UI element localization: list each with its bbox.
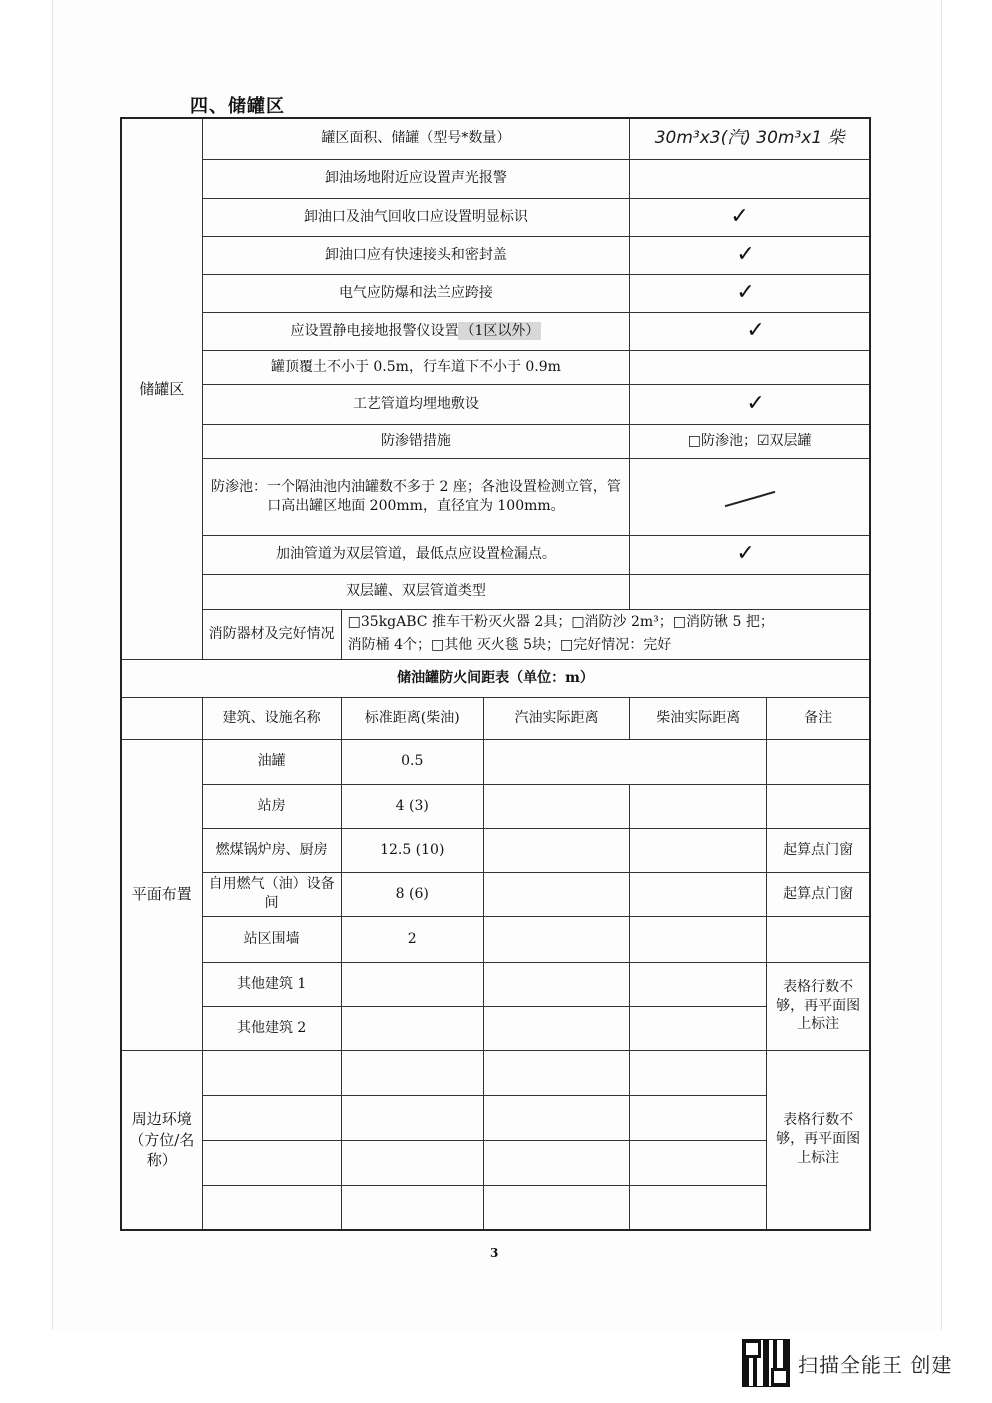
check-mark-icon: ✓	[746, 390, 765, 416]
surroundings-row	[121, 1140, 870, 1185]
row-note: 起算点门窗	[767, 872, 870, 916]
storage-tank-form	[120, 117, 871, 1231]
header-standard: 标准距离(柴油)	[341, 697, 483, 739]
highlight-zone-note: （1区以外）	[460, 322, 540, 339]
storage-item: 卸油口及油气回收口应设置明显标识	[202, 198, 630, 236]
row-name: 自用燃气（油）设备间	[202, 872, 341, 916]
surroundings-cell	[483, 1095, 629, 1140]
row-diesel	[630, 962, 767, 1006]
storage-value	[630, 159, 870, 198]
storage-item: 卸油场地附近应设置声光报警	[202, 159, 630, 198]
row-note: 起算点门窗	[767, 828, 870, 872]
storage-item-text: 应设置静电接地报警仪设置	[290, 322, 459, 339]
row-standard: 12.5 (10)	[341, 828, 483, 872]
surroundings-cell	[341, 1140, 483, 1185]
surroundings-cell	[202, 1185, 341, 1230]
check-mark-icon: ✓	[730, 203, 749, 229]
surroundings-cell	[341, 1050, 483, 1095]
storage-value	[630, 236, 870, 274]
storage-value	[630, 274, 870, 312]
row-name: 油罐	[202, 739, 341, 784]
layout-group-label: 平面布置	[121, 739, 202, 1050]
header-gasoline: 汽油实际距离	[483, 697, 629, 739]
surroundings-row	[121, 1095, 870, 1140]
row-standard: 2	[341, 916, 483, 962]
storage-value	[630, 312, 870, 350]
surroundings-cell	[630, 1050, 767, 1095]
fire-equipment-line: □35kgABC 推车干粉灭火器 2具；□消防沙 2m³；□消防锹 5 把；	[347, 613, 774, 630]
table-row	[121, 916, 870, 962]
storage-row	[121, 159, 870, 198]
row-gasoline	[483, 962, 629, 1006]
table-row	[121, 872, 870, 916]
surroundings-cell	[202, 1050, 341, 1095]
table-row	[121, 828, 870, 872]
row-name: 站房	[202, 784, 341, 828]
scanner-watermark	[742, 1340, 952, 1386]
row-standard: 0.5	[341, 739, 483, 784]
table-row	[121, 962, 870, 1006]
storage-row	[121, 198, 870, 236]
storage-row	[121, 274, 870, 312]
storage-item: 防渗池：一个隔油池内油罐数不多于 2 座；各池设置检测立管，管口高出罐区地面 200mm，直径宜为 100mm。	[202, 458, 630, 535]
surroundings-label: 周边环境（方位/名称）	[121, 1050, 202, 1230]
row-diesel	[630, 872, 767, 916]
distance-header-row	[121, 697, 870, 739]
table-row	[121, 784, 870, 828]
surroundings-cell	[483, 1050, 629, 1095]
qr-code-icon	[742, 1339, 790, 1387]
storage-item: 防渗错措施	[202, 424, 630, 458]
surroundings-cell	[341, 1095, 483, 1140]
surroundings-cell	[341, 1185, 483, 1230]
storage-value	[630, 384, 870, 424]
storage-value	[630, 535, 870, 574]
storage-row	[121, 384, 870, 424]
storage-value	[630, 458, 870, 535]
row-gasoline	[483, 784, 629, 828]
header-name: 建筑、设施名称	[202, 697, 341, 739]
row-diesel	[630, 916, 767, 962]
storage-item	[202, 312, 630, 350]
table-row	[121, 739, 870, 784]
storage-item: 双层罐、双层管道类型	[202, 574, 630, 609]
row-actual	[483, 739, 766, 784]
row-name: 其他建筑 2	[202, 1006, 341, 1050]
row-name: 站区围墙	[202, 916, 341, 962]
distance-table-title: 储油罐防火间距表（单位：m）	[121, 659, 870, 697]
storage-row	[121, 118, 870, 159]
watermark-text: 扫描全能王 创建	[798, 1352, 953, 1377]
row-name: 其他建筑 1	[202, 962, 341, 1006]
row-name: 燃煤锅炉房、厨房	[202, 828, 341, 872]
storage-value	[630, 198, 870, 236]
row-note	[767, 739, 870, 784]
fire-equipment-row	[121, 609, 870, 659]
row-note	[767, 784, 870, 828]
header-note: 备注	[767, 697, 870, 739]
storage-item: 罐顶覆土不小于 0.5m，行车道下不小于 0.9m	[202, 350, 630, 384]
row-standard: 4 (3)	[341, 784, 483, 828]
surroundings-cell	[202, 1095, 341, 1140]
storage-row	[121, 574, 870, 609]
fire-equipment-content	[341, 609, 870, 659]
storage-value	[630, 574, 870, 609]
fire-equipment-line: 消防桶 4个；□其他 灭火毯 5块；□完好情况：完好	[347, 637, 672, 653]
row-gasoline	[483, 1006, 629, 1050]
storage-item: 电气应防爆和法兰应跨接	[202, 274, 630, 312]
row-gasoline	[483, 916, 629, 962]
surroundings-cell	[483, 1140, 629, 1185]
dash-mark-icon	[724, 491, 775, 507]
storage-row	[121, 535, 870, 574]
other-buildings-note: 表格行数不够，再平面图上标注	[767, 962, 870, 1050]
surroundings-row	[121, 1185, 870, 1230]
row-diesel	[630, 828, 767, 872]
fire-equipment-label: 消防器材及完好情况	[202, 609, 341, 659]
row-diesel	[630, 784, 767, 828]
storage-row	[121, 350, 870, 384]
storage-row	[121, 312, 870, 350]
seepage-options: □防渗池；☑双层罐	[630, 424, 870, 458]
storage-section-label: 储罐区	[121, 118, 202, 659]
section-title: 四、储罐区	[190, 96, 285, 117]
surroundings-cell	[202, 1140, 341, 1185]
header-blank	[121, 697, 202, 739]
storage-row	[121, 236, 870, 274]
surroundings-cell	[483, 1185, 629, 1230]
row-standard	[341, 1006, 483, 1050]
tank-capacity-value: 30m³x3(汽) 30m³x1 柴	[630, 118, 870, 159]
row-standard: 8 (6)	[341, 872, 483, 916]
check-mark-icon: ✓	[736, 241, 755, 267]
storage-item: 罐区面积、储罐（型号*数量）	[202, 118, 630, 159]
row-gasoline	[483, 828, 629, 872]
storage-item: 加油管道为双层管道，最低点应设置检漏点。	[202, 535, 630, 574]
surroundings-cell	[630, 1140, 767, 1185]
surroundings-note: 表格行数不够，再平面图上标注	[767, 1050, 870, 1230]
row-gasoline	[483, 872, 629, 916]
check-mark-icon: ✓	[736, 279, 755, 305]
row-diesel	[630, 1006, 767, 1050]
check-mark-icon: ✓	[746, 317, 765, 343]
storage-row	[121, 424, 870, 458]
storage-item: 卸油口应有快速接头和密封盖	[202, 236, 630, 274]
row-standard	[341, 962, 483, 1006]
header-diesel: 柴油实际距离	[630, 697, 767, 739]
distance-table-title-row	[121, 659, 870, 697]
storage-row	[121, 458, 870, 535]
table-row	[121, 1006, 870, 1050]
storage-value	[630, 350, 870, 384]
storage-item: 工艺管道均埋地敷设	[202, 384, 630, 424]
surroundings-row	[121, 1050, 870, 1095]
surroundings-cell	[630, 1095, 767, 1140]
page-number: 3	[490, 1246, 499, 1260]
surroundings-cell	[630, 1185, 767, 1230]
row-note	[767, 916, 870, 962]
check-mark-icon: ✓	[736, 541, 755, 567]
